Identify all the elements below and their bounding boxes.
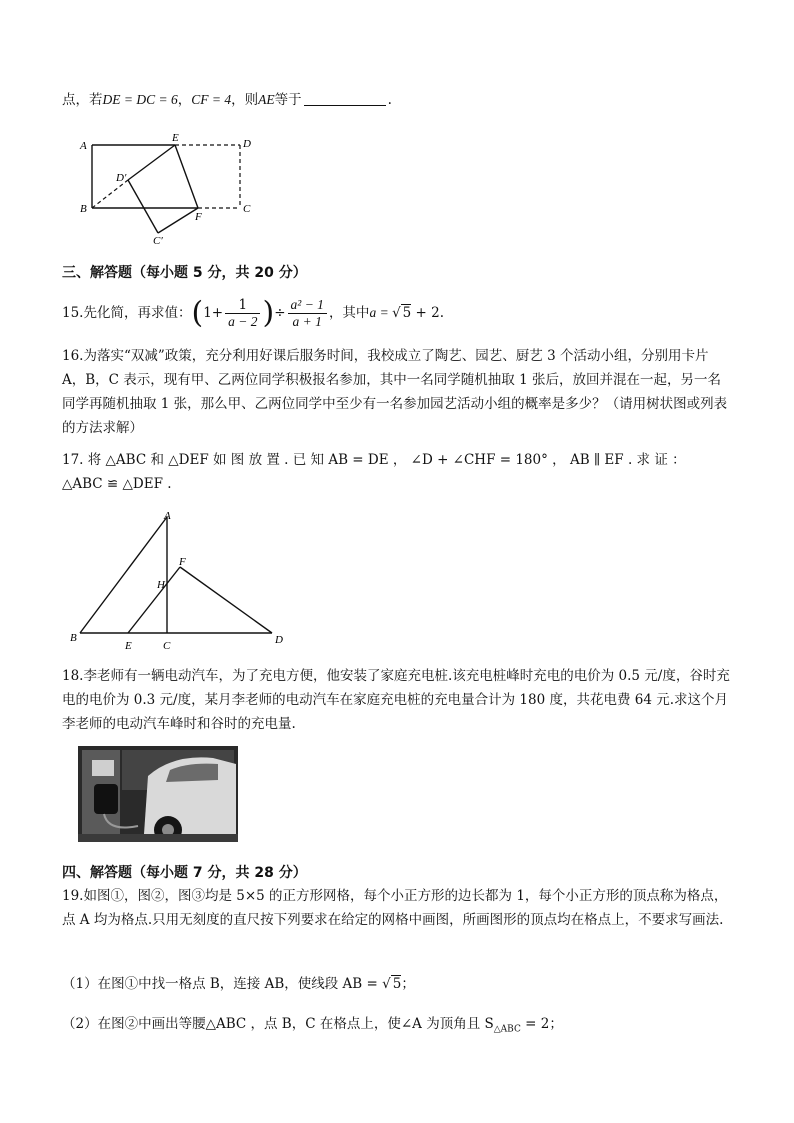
q14-prefix: 点，若 [62, 92, 103, 108]
q15-line [62, 294, 444, 333]
q14-tail-line [62, 90, 392, 110]
right-paren: ) [262, 295, 275, 331]
one: 1+ [203, 305, 224, 321]
q19-1-text: （1）在图①中找一格点 B，连接 AB，使线段 AB = [62, 976, 383, 992]
q17-line1: 17. 将 △ABC 和 △DEF 如 图 放 置 . 已 知 AB = DE ， ∠D + ∠CHF = 180° ， AB ∥ EF . 求 证 ： [62, 452, 686, 468]
q15-cond-tail: + 2 [411, 305, 440, 321]
label-E: E [172, 132, 179, 144]
dashed-BD-prime [92, 180, 128, 208]
label-D-prime: D′ [116, 172, 127, 184]
label-C: C [163, 640, 171, 652]
label-D: D [243, 138, 251, 150]
segment-FD [180, 567, 272, 633]
q15-cond: a = [369, 305, 393, 320]
area-subscript: △ABC [493, 1024, 521, 1035]
fraction-2 [288, 297, 327, 330]
q17-triangles-figure [66, 505, 296, 655]
segment-EF [175, 145, 198, 208]
divide-sign: ÷ [274, 305, 286, 321]
label-B: B [70, 632, 77, 644]
q15-number: 15. [62, 305, 84, 321]
q17-line2: △ABC ≌ △DEF . [62, 476, 172, 492]
section3-heading: 三、解答题（每小题 5 分，共 20 分） [62, 265, 307, 281]
sqrt-radicand: 5 [402, 305, 412, 321]
segment-C-prime-F [158, 208, 198, 233]
label-C-prime: C′ [153, 235, 163, 247]
answer-blank[interactable] [304, 91, 386, 106]
fraction-1 [225, 297, 260, 330]
label-B: B [80, 203, 87, 215]
q15-cond-prefix: ，其中 [328, 305, 370, 321]
label-H: H [157, 579, 165, 591]
q14-sep: ， [177, 92, 192, 108]
label-F: F [179, 556, 186, 568]
label-D: D [275, 634, 283, 646]
frac1-denominator: a − 2 [228, 314, 258, 329]
q19-part1 [62, 974, 415, 994]
segment-ED-prime [128, 145, 175, 180]
left-paren: ( [191, 295, 204, 331]
q18-paragraph: 18.李老师有一辆电动汽车，为了充电方便，他安装了家庭充电桩.该充电桩峰时充电的电价为 0.5 元/度，谷时充电的电价为 0.3 元/度，某月李老师的电动汽车在家庭充电桩的充电量合计为 180 度，共花电费 64 元.求这个月李老师的电动汽车峰时和谷时的充电量. [62, 668, 730, 732]
label-A: A [80, 140, 87, 152]
section4-heading: 四、解答题（每小题 7 分，共 28 分） [62, 865, 307, 881]
q14-cond2: CF = 4 [191, 92, 232, 107]
charging-car-photo [78, 746, 238, 842]
q14-mid: ，则 [231, 92, 259, 108]
frac2-denominator: a + 1 [292, 314, 322, 329]
label-F: F [195, 211, 202, 223]
q14-suffix: 等于 [274, 92, 302, 108]
label-A: A [164, 510, 171, 522]
frac2-numerator: a² − 1 [288, 297, 327, 314]
q19-1-end: ； [401, 976, 415, 992]
q17-paragraph [62, 448, 734, 496]
segment-D-prime-C-prime [128, 180, 158, 233]
q19-2-end: = 2； [520, 1016, 563, 1032]
label-E: E [125, 640, 132, 652]
segment-BA [80, 517, 167, 633]
q14-ask: AE [258, 92, 275, 107]
sqrt-sign: √ [382, 976, 391, 992]
sqrt-sign: √ [392, 305, 401, 321]
q19-part2 [62, 1014, 563, 1040]
q14-end: . [387, 92, 392, 108]
q15-text: 先化简，再求值： [83, 305, 192, 321]
q19-paragraph: 19.如图①，图②，图③均是 5×5 的正方形网格，每个小正方形的边长都为 1，每个小正方形的顶点称为格点，点 A 均为格点.只用无刻度的直尺按下列要求在给定的网格中画图，所画图形的顶点均在格点上，不要求写画法. [62, 888, 728, 928]
q15-end: . [439, 305, 445, 321]
q14-cond1: DE = DC = 6 [102, 92, 178, 107]
label-C: C [243, 203, 251, 215]
q19-2-text: （2）在图②中画出等腰△ABC ，点 B，C 在格点上，使∠A 为顶角且 S [62, 1016, 494, 1032]
segment-EF [128, 567, 180, 633]
frac1-numerator: 1 [225, 297, 260, 314]
q14-folding-figure [70, 132, 270, 247]
q16-paragraph: 16.为落实“双减”政策，充分利用好课后服务时间，我校成立了陶艺、园艺、厨艺 3 个活动小组，分别用卡片 A，B，C 表示，现有甲、乙两位同学积极报名参加，其中一名同学随机抽取 1 张后，放回并混在一起，另一名同学再随机抽取 1 张，那么甲、乙两位同学中至少有一名参加园艺活动小组的概率是多少？（请用树状图或列表的方法求解） [62, 348, 728, 436]
sqrt-radicand: 5 [392, 976, 402, 992]
